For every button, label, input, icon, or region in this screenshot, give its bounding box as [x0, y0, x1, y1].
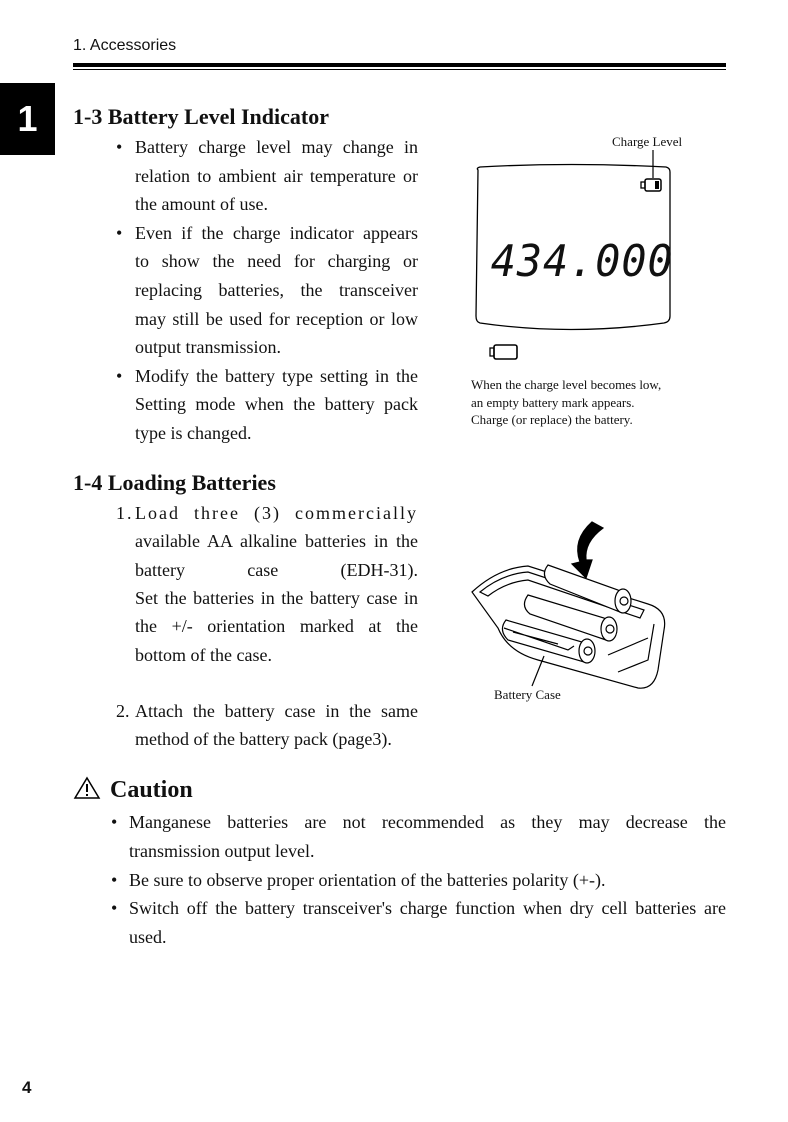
bullet-icon: •: [116, 137, 123, 157]
running-header: 1. Accessories: [73, 37, 177, 54]
step-text-line: bottom of the case.: [135, 644, 272, 665]
caution-text-line: used.: [129, 927, 167, 948]
step-text-line: method of the battery pack (page3).: [135, 729, 392, 750]
bullet-text-line: relation to ambient air temperature or: [135, 165, 418, 186]
bullet-text-line: to show the need for charging or: [135, 251, 418, 272]
battery-case-illustration: [468, 520, 673, 692]
bullet-text-line: Battery charge level may change in: [135, 137, 418, 157]
section-heading-1-3: 1-3 Battery Level Indicator: [73, 104, 329, 129]
step-text-line: the +/- orientation marked at the: [135, 616, 418, 637]
step-text-line: Attach the battery case in the same: [135, 701, 418, 721]
caution-text-line: Manganese batteries are not recommended as they may decrease the: [129, 812, 726, 832]
step-number: 2.: [116, 701, 130, 721]
bullet-text-line: type is changed.: [135, 423, 252, 443]
caution-text-line: Be sure to observe proper orientation of the batteries polarity (+-).: [129, 869, 606, 890]
bullet-text-line: Even if the charge indicator appears: [135, 222, 418, 243]
bullet-icon: •: [111, 812, 118, 832]
page-number: 4: [22, 1078, 32, 1097]
insert-arrow-icon: [572, 522, 603, 578]
lcd-frequency-readout: 434.000: [490, 236, 674, 287]
step-text-line: battery case (EDH-31).: [135, 559, 418, 580]
bullet-icon: •: [111, 898, 118, 919]
step-text-line: Set the batteries in the battery case in: [135, 587, 418, 608]
step-text-line: available AA alkaline batteries in the: [135, 531, 418, 552]
caption-line: When the charge level becomes low,: [471, 377, 662, 392]
chapter-tab: 1: [0, 83, 55, 155]
charge-level-callout: Charge Level: [612, 134, 683, 149]
bullet-text-line: replacing batteries, the transceiver: [135, 280, 418, 300]
bullet-text-line: may still be used for reception or low: [135, 308, 418, 329]
battery-full-icon: [641, 179, 661, 191]
warning-triangle-icon: [73, 776, 101, 800]
bullet-icon: •: [116, 365, 123, 386]
bullet-text-line: output transmission.: [135, 337, 282, 358]
caution-heading: Caution: [110, 777, 193, 803]
bullet-icon: •: [116, 222, 123, 243]
caption-line: Charge (or replace) the battery.: [471, 412, 633, 427]
battery-case-label: Battery Case: [494, 687, 561, 702]
bullet-text-line: Setting mode when the battery pack: [135, 394, 418, 415]
section-heading-1-4: 1-4 Loading Batteries: [73, 470, 276, 495]
header-rule-thin: [73, 69, 726, 70]
bullet-text-line: the amount of use.: [135, 194, 268, 215]
caption-line: an empty battery mark appears.: [471, 394, 635, 410]
caution-text-line: transmission output level.: [129, 840, 315, 861]
caution-text-line: Switch off the battery transceiver's charge function when dry cell batteries are: [129, 898, 726, 919]
bullet-icon: •: [111, 869, 118, 890]
header-rule-thick: [73, 63, 726, 67]
step-number: 1.: [116, 503, 134, 523]
bullet-text-line: Modify the battery type setting in the: [135, 365, 418, 386]
step-text-line: Load three (3) commercially: [135, 503, 418, 523]
battery-empty-icon: [490, 345, 517, 359]
